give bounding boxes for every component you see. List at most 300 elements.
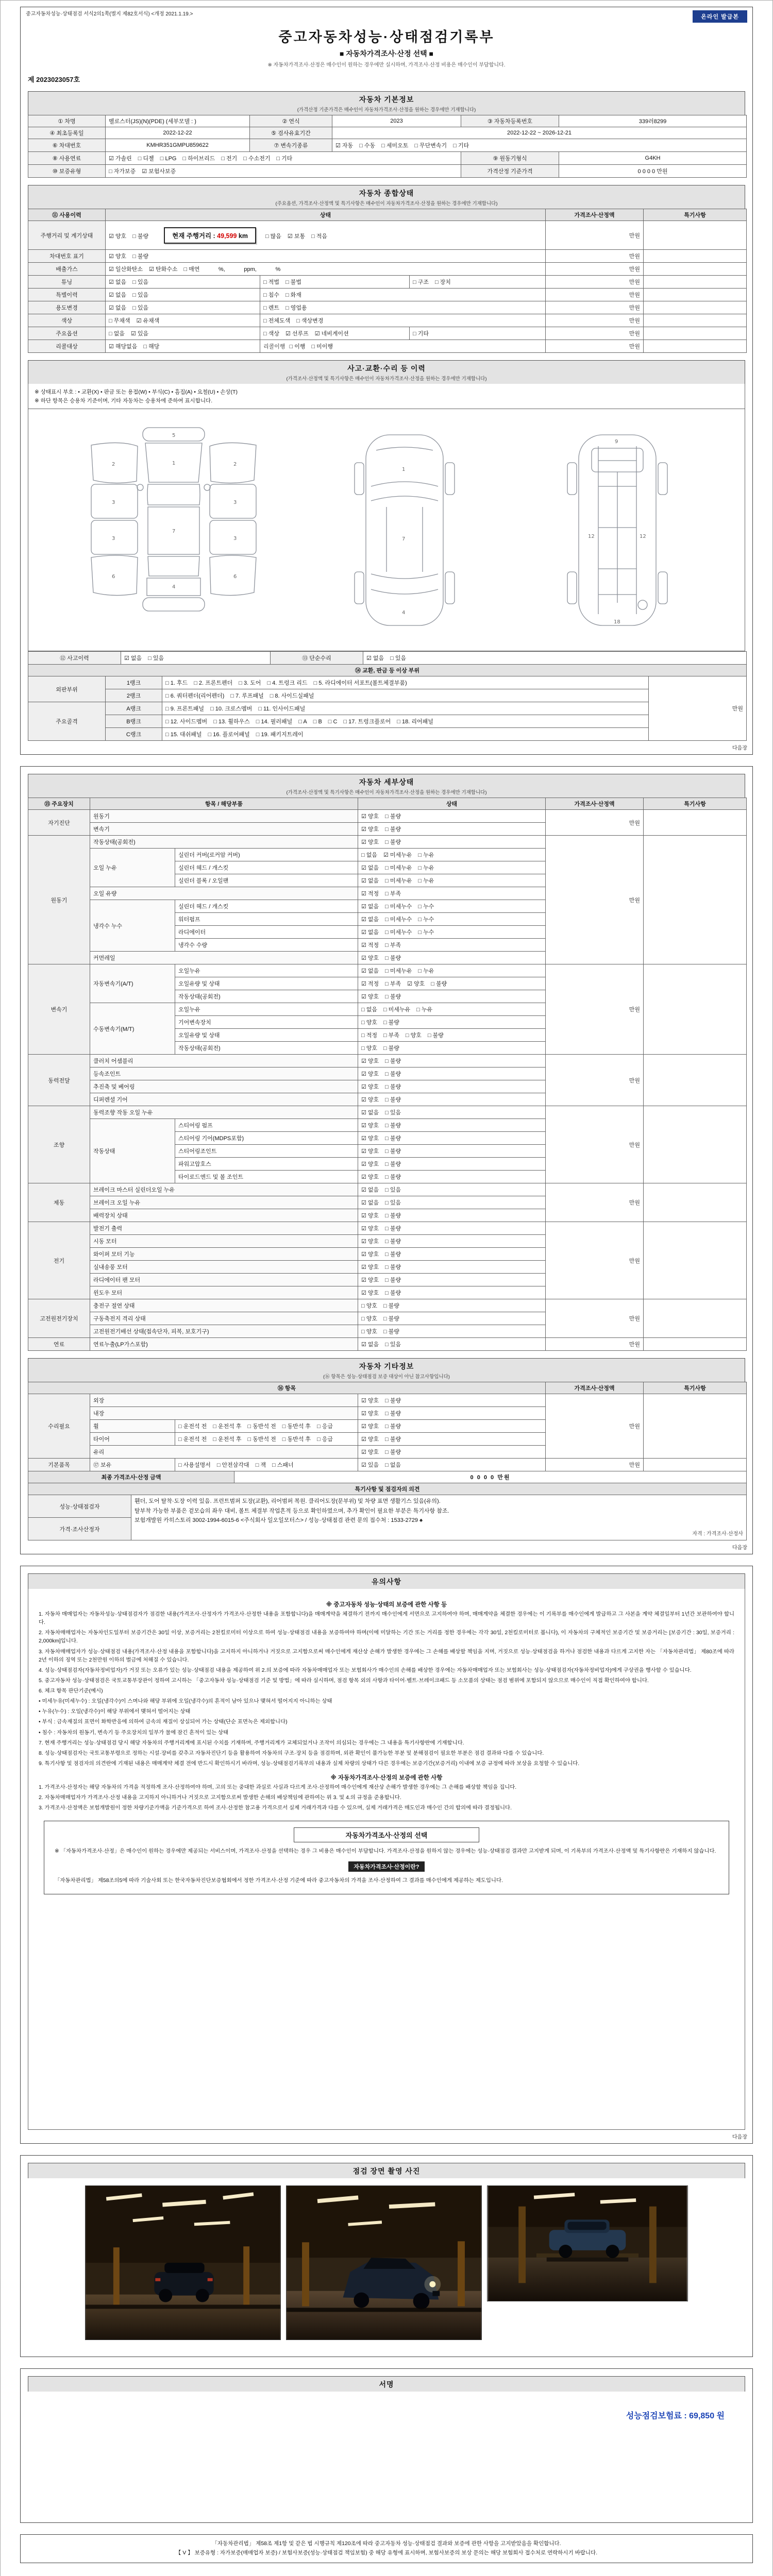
cell[interactable]: [358, 900, 546, 913]
cell[interactable]: [175, 1420, 358, 1433]
checkbox-unchecked[interactable]: □ 불량: [385, 1136, 401, 1142]
cell[interactable]: [358, 1261, 546, 1274]
checkbox-checked[interactable]: ☑ 일산화탄소: [109, 266, 143, 273]
checkbox-unchecked[interactable]: □ 잭: [255, 1462, 266, 1468]
checkbox-checked[interactable]: ☑ 양호: [361, 1398, 379, 1404]
cell[interactable]: [358, 874, 546, 887]
checkbox-unchecked[interactable]: □ 수소전기: [243, 156, 271, 162]
checkbox-unchecked[interactable]: □ 양호: [361, 1329, 377, 1335]
checkbox-checked[interactable]: ☑ 해당없음: [109, 344, 138, 350]
checkbox-unchecked[interactable]: □ 있음: [385, 1200, 401, 1206]
checkbox-unchecked[interactable]: □ 운전석 후: [213, 1436, 242, 1443]
checkbox-unchecked[interactable]: □ 미세누수: [385, 917, 412, 923]
cell[interactable]: [358, 913, 546, 926]
checkbox-checked[interactable]: ☑ 없음: [361, 904, 379, 910]
cell: 전기: [28, 1222, 90, 1299]
checkbox-unchecked[interactable]: □ 운전석 전: [178, 1423, 207, 1430]
checkbox-checked[interactable]: ☑ 양호: [361, 826, 379, 833]
checkbox-checked[interactable]: ☑ 양호: [361, 1436, 379, 1443]
checkbox-checked[interactable]: ☑ 없음: [361, 917, 379, 923]
checkbox-unchecked[interactable]: □ 구조: [413, 279, 429, 285]
checkbox-checked[interactable]: ☑ 유채색: [136, 318, 160, 324]
cell[interactable]: [358, 849, 546, 861]
checkbox-unchecked[interactable]: □ 11. 인사이드패널: [258, 706, 306, 712]
checkbox-unchecked[interactable]: □ 동반석 후: [282, 1423, 311, 1430]
checkbox-unchecked[interactable]: □ 불량: [431, 981, 447, 987]
svg-text:2: 2: [111, 461, 115, 467]
checkbox-unchecked[interactable]: □ 불량: [385, 1411, 401, 1417]
cell[interactable]: [358, 1235, 546, 1248]
checkbox-checked[interactable]: ☑ 보통: [287, 233, 306, 240]
cell[interactable]: [162, 676, 649, 689]
cell: 구동축전지 격리 상태: [90, 1312, 358, 1325]
checkbox-unchecked[interactable]: □ 누수: [418, 904, 434, 910]
cell: 만원: [546, 1459, 644, 1471]
checkbox-unchecked[interactable]: □ 안전삼각대: [216, 1462, 249, 1468]
checkbox-checked[interactable]: ☑ 양호: [361, 1264, 379, 1270]
checkbox-unchecked[interactable]: □ 있음: [132, 292, 149, 298]
checkbox-checked[interactable]: ☑ 양호: [361, 839, 379, 845]
cell: [644, 964, 747, 1055]
cell[interactable]: [260, 314, 546, 327]
cell[interactable]: [358, 1394, 546, 1407]
checkbox-unchecked[interactable]: □ 14. 필러패널: [256, 719, 293, 725]
checkbox-unchecked[interactable]: □ 불량: [385, 1449, 401, 1455]
checkbox-unchecked[interactable]: □ 불량: [385, 1226, 401, 1232]
checkbox-unchecked[interactable]: □ 불량: [385, 1423, 401, 1430]
cell: 타이어: [90, 1433, 175, 1446]
checkbox-unchecked[interactable]: □ 응급: [317, 1436, 333, 1443]
cell[interactable]: [358, 1145, 546, 1158]
checkbox-checked[interactable]: ☑ 양호: [361, 1277, 379, 1283]
checkbox-unchecked[interactable]: □ 렌트: [263, 305, 279, 311]
cell: [644, 1299, 747, 1338]
section-notice-header: [28, 1573, 745, 1589]
text: 탈부착 가능한 부품은 겉모습의 좌우 대비, 볼트 체결부 작업흔적 등으로 확인하였으며, 추가 확인이 필요한 부분은 특기사항 참조.: [135, 1507, 449, 1514]
cell[interactable]: [358, 1299, 546, 1312]
cell: ⑩ 보증유형: [28, 165, 106, 178]
checkbox-unchecked[interactable]: □ 불량: [385, 955, 401, 961]
checkbox-unchecked[interactable]: □ A: [298, 719, 307, 725]
checkbox-checked[interactable]: ☑ 없음: [124, 655, 142, 662]
section-etc-header: [28, 1358, 745, 1382]
checkbox-unchecked[interactable]: □ 전체도색: [263, 318, 291, 324]
checkbox-unchecked[interactable]: □ 미세누유: [383, 1007, 411, 1013]
checkbox-unchecked[interactable]: □ 불량: [385, 1097, 401, 1103]
checkbox-unchecked[interactable]: □ 5. 라디에이터 서포트(볼트체결부품): [313, 680, 407, 686]
cell[interactable]: [358, 977, 546, 990]
checkbox-unchecked[interactable]: □ 부족: [385, 891, 401, 897]
checkbox-checked[interactable]: ☑ 양호: [361, 1226, 379, 1232]
cell[interactable]: [358, 926, 546, 939]
checkbox-unchecked[interactable]: □ 누유: [418, 968, 434, 974]
checkbox-checked[interactable]: ☑ 없음: [361, 865, 379, 871]
checkbox-unchecked[interactable]: □ 불량: [427, 1032, 444, 1039]
checkbox-checked[interactable]: ☑ 양호: [361, 994, 379, 1000]
next-page-label[interactable]: 다음장: [732, 745, 747, 751]
checkbox-unchecked[interactable]: □ 불량: [385, 1398, 401, 1404]
cell[interactable]: [106, 340, 260, 353]
checkbox-checked[interactable]: ☑ 양호: [361, 814, 379, 820]
checkbox-unchecked[interactable]: □ 불법: [285, 279, 301, 285]
checkbox-unchecked[interactable]: □ 9. 프론트패널: [165, 706, 205, 712]
checkbox-unchecked[interactable]: □ 동반석 전: [247, 1436, 276, 1443]
checkbox-unchecked[interactable]: □ 7. 루프패널: [230, 693, 264, 699]
cell[interactable]: [332, 139, 747, 152]
checkbox-unchecked[interactable]: □ 있음: [132, 279, 149, 285]
checkbox-unchecked[interactable]: □ 양호: [361, 1020, 377, 1026]
checkbox-unchecked[interactable]: □ 운전석 전: [178, 1436, 207, 1443]
checkbox-checked[interactable]: ☑ 없음: [361, 1200, 379, 1206]
checkbox-unchecked[interactable]: □ 1. 후드: [165, 680, 188, 686]
cell[interactable]: [106, 250, 546, 263]
cell[interactable]: [358, 1325, 546, 1338]
checkbox-unchecked[interactable]: □ 누유: [418, 852, 434, 858]
checkbox-unchecked[interactable]: □ LPG: [160, 156, 177, 162]
checkbox-checked[interactable]: ☑ 없음: [361, 968, 379, 974]
checkbox-unchecked[interactable]: □ 4. 트렁크 리드: [267, 680, 308, 686]
checkbox-unchecked[interactable]: □ 불량: [385, 814, 401, 820]
cell[interactable]: [358, 1119, 546, 1132]
checkbox-unchecked[interactable]: □ 불량: [385, 1174, 401, 1180]
cell[interactable]: [358, 887, 546, 900]
checkbox-checked[interactable]: ☑ 양호: [361, 1213, 379, 1219]
checkbox-unchecked[interactable]: □ 세미오토: [381, 143, 409, 149]
checkbox-checked[interactable]: ☑ 양호: [361, 1449, 379, 1455]
checkbox-unchecked[interactable]: □ 응급: [317, 1423, 333, 1430]
checkbox-unchecked[interactable]: □ 화재: [285, 292, 301, 298]
checkbox-checked[interactable]: ☑ 양호: [361, 1136, 379, 1142]
cell[interactable]: [358, 1055, 546, 1067]
checkbox-unchecked[interactable]: □ 무단변속기: [414, 143, 447, 149]
cell[interactable]: [106, 289, 260, 301]
checkbox-checked[interactable]: ☑ 없음: [366, 655, 384, 662]
cell: 브레이크 오일 누유: [90, 1196, 358, 1209]
checkbox-unchecked[interactable]: □ 없음: [361, 1007, 377, 1013]
cell[interactable]: [260, 301, 546, 314]
checkbox-unchecked[interactable]: □ 양호: [361, 1045, 377, 1052]
cell[interactable]: [358, 1093, 546, 1106]
cell[interactable]: [260, 289, 546, 301]
checkbox-checked[interactable]: ☑ 미세누유: [383, 852, 412, 858]
cell[interactable]: [410, 327, 546, 340]
cell[interactable]: [162, 689, 649, 702]
checkbox-checked[interactable]: ☑ 양호: [361, 1084, 379, 1090]
cell[interactable]: [363, 652, 747, 665]
cell[interactable]: [358, 1274, 546, 1286]
cell[interactable]: [358, 1042, 546, 1055]
checkbox-unchecked[interactable]: □ 스패너: [272, 1462, 294, 1468]
checkbox-unchecked[interactable]: □ 불량: [383, 1045, 399, 1052]
next-page-label[interactable]: 다음장: [732, 1545, 747, 1551]
checkbox-unchecked[interactable]: □ 이행: [289, 344, 306, 350]
checkbox-unchecked[interactable]: □ 12. 사이드멤버: [165, 719, 208, 725]
cell[interactable]: [358, 1196, 546, 1209]
checkbox-checked[interactable]: ☑ 적정: [361, 942, 379, 948]
checkbox-unchecked[interactable]: □ 불량: [385, 839, 401, 845]
svg-text:3: 3: [111, 499, 115, 505]
cell[interactable]: [358, 964, 546, 977]
checkbox-checked[interactable]: ☑ 양호: [361, 955, 379, 961]
checkbox-checked[interactable]: ☑ 적정: [361, 891, 379, 897]
checkbox-unchecked[interactable]: □ 부족: [383, 1032, 399, 1039]
checkbox-checked[interactable]: ☑ 양호: [361, 1148, 379, 1155]
checkbox-unchecked[interactable]: □ 수동: [359, 143, 376, 149]
car-diagrams: [28, 409, 745, 651]
checkbox-unchecked[interactable]: □ 양호: [361, 1316, 377, 1322]
checkbox-unchecked[interactable]: □ 적법: [263, 279, 279, 285]
checkbox-checked[interactable]: ☑ 없음: [361, 1110, 379, 1116]
checkbox-unchecked[interactable]: □ 17. 트렁크플로어: [343, 719, 391, 725]
checkbox-unchecked[interactable]: □ 불량: [385, 1123, 401, 1129]
checkbox-unchecked[interactable]: □ 적정: [361, 1032, 377, 1039]
checkbox-unchecked[interactable]: □ 불량: [132, 233, 149, 240]
checkbox-unchecked[interactable]: □ 불량: [132, 253, 149, 260]
checkbox-checked[interactable]: ☑ 자동: [335, 143, 354, 149]
checkbox-unchecked[interactable]: □ 불량: [383, 1303, 399, 1309]
checkbox-checked[interactable]: ☑ 선루프: [285, 331, 309, 337]
checkbox-unchecked[interactable]: □ 불량: [385, 1084, 401, 1090]
checkbox-unchecked[interactable]: □ 8. 사이드실패널: [270, 693, 314, 699]
cell[interactable]: [121, 652, 271, 665]
cell[interactable]: [106, 165, 461, 178]
checkbox-unchecked[interactable]: □ 6. 쿼터펜더(리어펜더): [165, 693, 225, 699]
checkbox-unchecked[interactable]: □ 3. 도어: [239, 680, 261, 686]
checkbox-unchecked[interactable]: □ 불량: [385, 1239, 401, 1245]
checkbox-unchecked[interactable]: □ 사용설명서: [178, 1462, 211, 1468]
checkbox-unchecked[interactable]: □ 매연: [183, 266, 200, 273]
checkbox-unchecked[interactable]: □ 하이브리드: [182, 156, 215, 162]
checkbox-checked[interactable]: ☑ 양호: [109, 253, 127, 260]
checkbox-checked[interactable]: ☑ 양호: [407, 981, 425, 987]
cell[interactable]: [358, 1067, 546, 1080]
cell[interactable]: [358, 1420, 546, 1433]
checkbox-unchecked[interactable]: □ 불량: [383, 1316, 399, 1322]
checkbox-unchecked[interactable]: □ 불량: [385, 1148, 401, 1155]
cell[interactable]: [358, 1222, 546, 1235]
checkbox-unchecked[interactable]: □ 미세누유: [385, 878, 412, 884]
cell[interactable]: [358, 939, 546, 952]
checkbox-unchecked[interactable]: □ 불량: [385, 1264, 401, 1270]
checkbox-unchecked[interactable]: □ 18. 리어패널: [397, 719, 433, 725]
cell[interactable]: [175, 1459, 358, 1471]
checkbox-unchecked[interactable]: □ 미세누유: [385, 968, 412, 974]
checkbox-unchecked[interactable]: □ 색상변경: [296, 318, 324, 324]
checkbox-unchecked[interactable]: □ 운전석 후: [213, 1423, 242, 1430]
checkbox-unchecked[interactable]: □ 13. 휠하우스: [213, 719, 250, 725]
cell[interactable]: [358, 1158, 546, 1171]
cell[interactable]: [358, 952, 546, 964]
cell[interactable]: [358, 990, 546, 1003]
cell[interactable]: [358, 1132, 546, 1145]
checkbox-unchecked[interactable]: □ 있음: [390, 655, 407, 662]
checkbox-unchecked[interactable]: □ 불량: [385, 826, 401, 833]
checkbox-unchecked[interactable]: □ C: [328, 719, 338, 725]
cell[interactable]: [162, 702, 649, 715]
cell[interactable]: [106, 152, 461, 165]
checkbox-unchecked[interactable]: □ 없음: [385, 1462, 401, 1468]
checkbox-checked[interactable]: ☑ 있음: [361, 1462, 379, 1468]
checkbox-checked[interactable]: ☑ 양호: [361, 1097, 379, 1103]
checkbox-checked[interactable]: ☑ 없음: [361, 929, 379, 936]
checkbox-unchecked[interactable]: □ 불량: [385, 1251, 401, 1258]
checkbox-unchecked[interactable]: □ 있음: [132, 305, 149, 311]
checkbox-unchecked[interactable]: □ 누유: [416, 1007, 433, 1013]
checkbox-unchecked[interactable]: □ 해당: [143, 344, 160, 350]
cell[interactable]: [260, 276, 410, 289]
checkbox-unchecked[interactable]: □ 자가보증: [109, 168, 136, 175]
checkbox-checked[interactable]: ☑ 없음: [109, 305, 127, 311]
cell[interactable]: [358, 1459, 546, 1471]
checkbox-checked[interactable]: ☑ 있음: [130, 331, 149, 337]
cell[interactable]: [410, 276, 546, 289]
checkbox-unchecked[interactable]: □ 불량: [385, 1290, 401, 1296]
checkbox-unchecked[interactable]: □ 누유: [418, 865, 434, 871]
cell[interactable]: [162, 728, 649, 741]
document-number: 제 2023023057호: [28, 76, 80, 83]
checkbox-checked[interactable]: ☑ 적정: [361, 981, 379, 987]
checkbox-unchecked[interactable]: □ 기타: [276, 156, 293, 162]
checkbox-unchecked[interactable]: □ 15. 대쉬패널: [165, 732, 202, 738]
checkbox-unchecked[interactable]: □ 누수: [418, 917, 434, 923]
checkbox-unchecked[interactable]: □ 있음: [385, 1110, 401, 1116]
cell: 타이로드엔드 및 볼 조인트: [175, 1171, 358, 1183]
checkbox-unchecked[interactable]: □ 무채색: [109, 318, 130, 324]
cell[interactable]: [358, 861, 546, 874]
checkbox-checked[interactable]: ☑ 없음: [109, 279, 127, 285]
cell[interactable]: [358, 1080, 546, 1093]
checkbox-unchecked[interactable]: □ 없음: [361, 852, 377, 858]
cell[interactable]: [358, 1209, 546, 1222]
checkbox-unchecked[interactable]: □ 영업용: [285, 305, 307, 311]
checkbox-unchecked[interactable]: □ 기타: [453, 143, 469, 149]
checkbox-unchecked[interactable]: □ 있음: [385, 1187, 401, 1193]
checkbox-unchecked[interactable]: □ 많음: [265, 233, 281, 240]
checkbox-unchecked[interactable]: □ 디젤: [138, 156, 154, 162]
checkbox-checked[interactable]: ☑ 보험사보증: [142, 168, 176, 175]
checkbox-unchecked[interactable]: □ 불량: [383, 1020, 399, 1026]
cell[interactable]: [358, 1446, 546, 1459]
cell[interactable]: [162, 715, 649, 728]
cell[interactable]: [358, 1312, 546, 1325]
checkbox-unchecked[interactable]: □ 불량: [383, 1329, 399, 1335]
checkbox-unchecked[interactable]: □ 미이행: [311, 344, 333, 350]
checkbox-checked[interactable]: ☑ 양호: [361, 1251, 379, 1258]
checkbox-unchecked[interactable]: □ 16. 플로어패널: [208, 732, 250, 738]
checkbox-unchecked[interactable]: □ 불량: [385, 994, 401, 1000]
cell[interactable]: [358, 1171, 546, 1183]
checkbox-unchecked[interactable]: □ 2. 프론트펜더: [194, 680, 233, 686]
checkbox-unchecked[interactable]: □ B: [313, 719, 322, 725]
cell[interactable]: [358, 1106, 546, 1119]
checkbox-checked[interactable]: ☑ 없음: [361, 878, 379, 884]
checkbox-checked[interactable]: ☑ 양호: [361, 1161, 379, 1167]
cell[interactable]: [358, 1338, 546, 1351]
checkbox-checked[interactable]: ☑ 양호: [361, 1058, 379, 1064]
cell[interactable]: [358, 1433, 546, 1446]
cell: ⑧ 사용연료: [28, 152, 106, 165]
cell[interactable]: [358, 1407, 546, 1420]
cell[interactable]: [106, 314, 260, 327]
checkbox-unchecked[interactable]: □ 있음: [148, 655, 164, 662]
checkbox-checked[interactable]: ☑ 네비게이션: [314, 331, 349, 337]
checkbox-unchecked[interactable]: □ 불량: [385, 1213, 401, 1219]
checkbox-unchecked[interactable]: □ 침수: [263, 292, 279, 298]
cell[interactable]: [358, 1029, 546, 1042]
cell[interactable]: [358, 823, 546, 836]
checkbox-unchecked[interactable]: □ 불량: [385, 1058, 401, 1064]
checkbox-unchecked[interactable]: □ 불량: [385, 1071, 401, 1077]
checkbox-checked[interactable]: ☑ 없음: [361, 1342, 379, 1348]
cell[interactable]: [358, 1248, 546, 1261]
checkbox-unchecked[interactable]: □ 전기: [221, 156, 238, 162]
checkbox-unchecked[interactable]: □ 장치: [434, 279, 451, 285]
checkbox-unchecked[interactable]: □ 적음: [311, 233, 328, 240]
checkbox-unchecked[interactable]: □ 양호: [405, 1032, 422, 1039]
checkbox-checked[interactable]: ☑ 없음: [109, 292, 127, 298]
checkbox-unchecked[interactable]: □ 색상: [263, 331, 279, 337]
cell: 와이퍼 모터 기능: [90, 1248, 358, 1261]
checkbox-unchecked[interactable]: □ 미세누수: [385, 904, 412, 910]
cell: 만원: [546, 1106, 644, 1183]
cell[interactable]: [106, 327, 260, 340]
accident-legend-line2: ※ 하단 항목은 승용차 기준이며, 기타 자동차는 승용차에 준하여 표시합니다.: [35, 398, 213, 404]
cell[interactable]: [358, 1183, 546, 1196]
cell[interactable]: [260, 327, 410, 340]
checkbox-unchecked[interactable]: □ 동반석 후: [282, 1436, 311, 1443]
cell[interactable]: [106, 276, 260, 289]
cell[interactable]: [358, 1003, 546, 1016]
cell[interactable]: [358, 810, 546, 823]
checkbox-unchecked[interactable]: □ 양호: [361, 1303, 377, 1309]
checkbox-checked[interactable]: ☑ 없음: [361, 1187, 379, 1193]
checkbox-unchecked[interactable]: □ 없음: [109, 331, 125, 337]
checkbox-checked[interactable]: ☑ 탄화수소: [149, 266, 178, 273]
checkbox-unchecked[interactable]: □ 불량: [385, 1161, 401, 1167]
checkbox-unchecked[interactable]: □ 부족: [385, 981, 401, 987]
checkbox-checked[interactable]: ☑ 양호: [361, 1290, 379, 1296]
checkbox-checked[interactable]: ☑ 양호: [361, 1123, 379, 1129]
cell[interactable]: [175, 1433, 358, 1446]
checkbox-checked[interactable]: ☑ 양호: [361, 1174, 379, 1180]
checkbox-checked[interactable]: ☑ 양호: [109, 233, 127, 240]
checkbox-checked[interactable]: ☑ 양호: [361, 1423, 379, 1430]
checkbox-unchecked[interactable]: □ 동반석 전: [247, 1423, 276, 1430]
checkbox-unchecked[interactable]: □ 기타: [413, 331, 429, 337]
cell: [644, 301, 747, 314]
cell[interactable]: [106, 301, 260, 314]
checkbox-unchecked[interactable]: □ 미세누수: [385, 929, 412, 936]
checkbox-unchecked[interactable]: □ 불량: [385, 1436, 401, 1443]
checkbox-unchecked[interactable]: □ 누유: [418, 878, 434, 884]
checkbox-unchecked[interactable]: □ 미세누유: [385, 865, 412, 871]
cell[interactable]: [358, 1016, 546, 1029]
next-page-label[interactable]: 다음장: [732, 2134, 747, 2141]
checkbox-unchecked[interactable]: □ 19. 패키지트레이: [256, 732, 304, 738]
cell[interactable]: [358, 1286, 546, 1299]
checkbox-checked[interactable]: ☑ 양호: [361, 1071, 379, 1077]
checkbox-unchecked[interactable]: □ 10. 크로스멤버: [210, 706, 253, 712]
cell: 클러치 어셈블리: [90, 1055, 358, 1067]
checkbox-unchecked[interactable]: □ 있음: [385, 1342, 401, 1348]
cell[interactable]: [358, 836, 546, 849]
checkbox-unchecked[interactable]: □ 누수: [418, 929, 434, 936]
checkbox-checked[interactable]: ☑ 양호: [361, 1239, 379, 1245]
checkbox-checked[interactable]: ☑ 가솔린: [109, 156, 132, 162]
checkbox-unchecked[interactable]: □ 불량: [385, 1277, 401, 1283]
checkbox-checked[interactable]: ☑ 양호: [361, 1411, 379, 1417]
checkbox-unchecked[interactable]: □ 부족: [385, 942, 401, 948]
